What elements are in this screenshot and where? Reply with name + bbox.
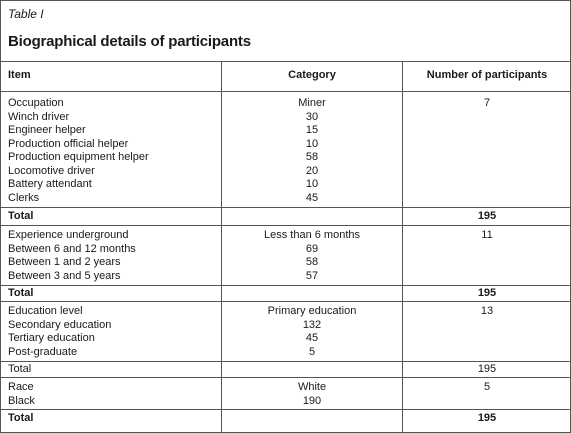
table-cell: Engineer helper [8, 124, 86, 136]
total-value: 195 [477, 287, 497, 299]
table-cell: 15 [305, 124, 319, 136]
table-cell: Less than 6 months [263, 229, 360, 241]
table-cell: 10 [305, 178, 319, 190]
table-cell: 58 [305, 256, 319, 268]
table-cell: White [297, 381, 327, 393]
table-cell: Production official helper [8, 137, 129, 150]
group-items [8, 97, 149, 205]
table-cell: 30 [305, 110, 319, 123]
header-divider [1, 91, 570, 92]
table-cell: 5 [308, 345, 316, 358]
row-divider [1, 361, 570, 362]
table-cell: Experience underground [8, 229, 129, 241]
table-cell: 58 [305, 151, 319, 163]
table-cell: 57 [305, 269, 319, 282]
group-items [8, 305, 111, 359]
total-label: Total [8, 287, 34, 299]
table-cell: Clerks [8, 191, 40, 204]
group-categories [222, 229, 402, 283]
table-cell: 190 [302, 394, 322, 407]
table-cell: Tertiary education [8, 332, 95, 344]
table-cell: 69 [305, 242, 319, 255]
row-divider [1, 377, 570, 378]
table-cell: Primary education [267, 305, 357, 317]
table-cell: Battery attendant [8, 178, 92, 190]
table-cell: Secondary education [8, 318, 112, 331]
table-cell: 45 [305, 332, 319, 344]
table-cell: Education level [8, 305, 83, 317]
header-count: Number of participants [426, 69, 548, 81]
row-divider [1, 207, 570, 208]
table-caption [1, 1, 570, 62]
table-cell: Miner [298, 97, 326, 109]
group-count: 11 [481, 229, 493, 241]
total-label: Total [8, 363, 32, 375]
row-divider [1, 225, 570, 226]
group-categories [222, 97, 402, 205]
table-cell: Between 1 and 2 years [8, 256, 121, 268]
table-cell: Between 6 and 12 months [8, 242, 136, 255]
table-label: Table I [8, 7, 44, 21]
group-categories [222, 381, 402, 408]
header-category: Category [288, 69, 336, 81]
table-cell: Locomotive driver [8, 164, 95, 177]
total-value: 195 [477, 363, 497, 375]
table-title: Biographical details of participants [8, 33, 251, 50]
table-cell: 45 [305, 191, 319, 204]
table-cell: Winch driver [8, 110, 70, 123]
table-cell: 20 [305, 164, 319, 177]
total-value: 195 [477, 210, 497, 222]
table-cell: Occupation [8, 97, 64, 109]
group-count: 5 [483, 381, 491, 393]
table-cell: Between 3 and 5 years [8, 269, 121, 282]
table-cell: Production equipment helper [8, 151, 149, 163]
group-count: 13 [480, 305, 494, 317]
row-divider [1, 301, 570, 302]
group-count: 7 [483, 97, 491, 109]
row-divider [1, 409, 570, 410]
group-categories [222, 305, 402, 359]
row-divider [1, 285, 570, 286]
table-cell: 132 [302, 318, 322, 331]
table-cell: Race [8, 381, 34, 393]
total-label: Total [8, 412, 34, 424]
header-item: Item [8, 69, 31, 81]
table-cell: Black [8, 394, 35, 407]
total-value: 195 [477, 412, 497, 424]
table-cell: Post-graduate [8, 345, 78, 358]
total-label: Total [8, 210, 34, 222]
group-items [8, 381, 35, 408]
group-items [8, 229, 136, 283]
table-cell: 10 [305, 137, 319, 150]
